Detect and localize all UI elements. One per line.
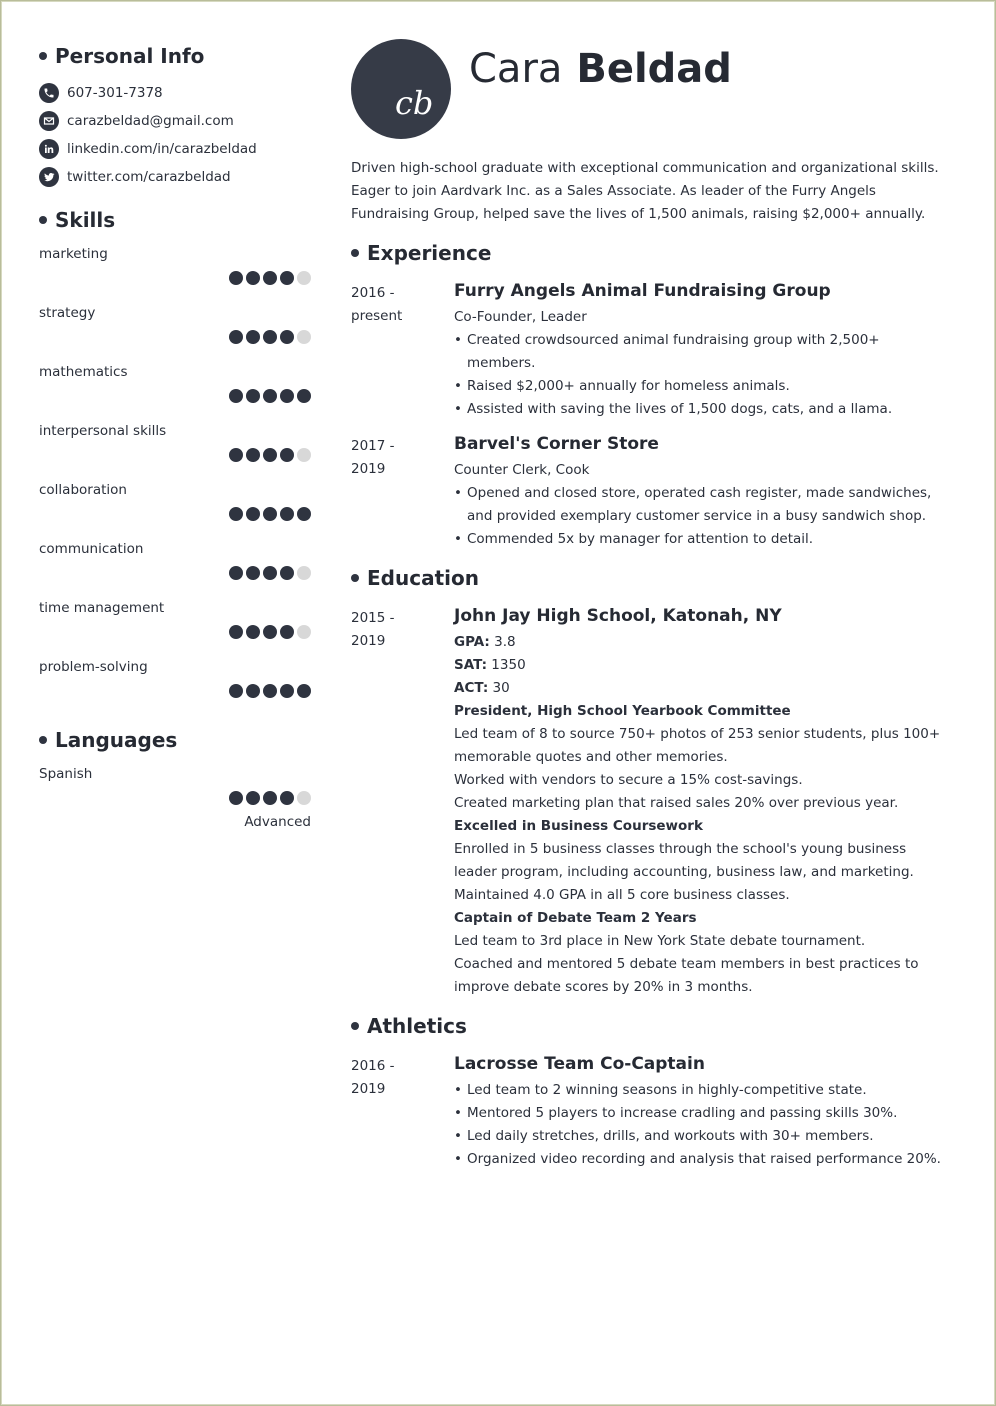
education-line: Led team of 8 to source 750+ photos of 253 senior students, plus 100+ memorable quotes and other memories. bbox=[454, 726, 941, 765]
bullet-item: • Assisted with saving the lives of 1,500 dogs, cats, and a llama. bbox=[454, 398, 949, 421]
rating-dot bbox=[263, 507, 277, 521]
skill-name: collaboration bbox=[39, 482, 127, 498]
athletics-title: Athletics bbox=[367, 1014, 467, 1038]
athletics-heading bbox=[351, 1011, 951, 1041]
rating-dot bbox=[297, 791, 311, 805]
experience-body bbox=[454, 431, 949, 551]
language-rating bbox=[229, 791, 311, 805]
skill-item bbox=[39, 658, 311, 717]
experience-dates bbox=[351, 431, 454, 551]
personal-info-heading bbox=[39, 41, 311, 71]
athletics-entry-title: Lacrosse Team Co-Captain bbox=[454, 1054, 705, 1074]
job-role: Co-Founder, Leader bbox=[454, 309, 587, 325]
gpa-line bbox=[454, 631, 949, 654]
education-group-heading: Excelled in Business Coursework bbox=[454, 818, 703, 834]
rating-dot bbox=[297, 271, 311, 285]
contact-linkedin[interactable] bbox=[39, 135, 311, 163]
rating-dot bbox=[246, 330, 260, 344]
bullet-item: • Organized video recording and analysis that raised performance 20%. bbox=[454, 1148, 949, 1171]
languages-section bbox=[39, 725, 311, 849]
date-end: 2019 bbox=[351, 1081, 386, 1097]
resume-header bbox=[351, 39, 951, 147]
twitter-icon bbox=[39, 167, 59, 187]
experience-list bbox=[351, 278, 951, 551]
rating-dot bbox=[297, 448, 311, 462]
athletics-entry bbox=[351, 1051, 951, 1171]
languages-heading bbox=[39, 725, 311, 755]
twitter-text[interactable]: twitter.com/carazbeldad bbox=[67, 169, 231, 185]
monogram-text: cb bbox=[395, 84, 434, 122]
rating-dot bbox=[246, 271, 260, 285]
skill-name: time management bbox=[39, 600, 165, 616]
skill-name: marketing bbox=[39, 246, 108, 262]
education-line: Enrolled in 5 business classes through the school's young business leader program, including accounting, business law, and marketing. bbox=[454, 841, 914, 880]
education-entry bbox=[351, 603, 951, 999]
rating-dot bbox=[263, 684, 277, 698]
skills-section bbox=[39, 205, 311, 717]
rating-dot bbox=[297, 625, 311, 639]
job-role: Counter Clerk, Cook bbox=[454, 462, 590, 478]
bullet-item: • Mentored 5 players to increase cradling and passing skills 30%. bbox=[454, 1102, 949, 1125]
education-groups bbox=[454, 700, 949, 999]
education-line: Led team to 3rd place in New York State debate tournament. bbox=[454, 933, 866, 949]
skills-title: Skills bbox=[55, 208, 116, 232]
skill-rating bbox=[229, 448, 311, 462]
experience-heading bbox=[351, 238, 951, 268]
candidate-name bbox=[469, 39, 732, 99]
left-column bbox=[39, 41, 311, 849]
languages-title: Languages bbox=[55, 728, 178, 752]
skill-item bbox=[39, 245, 311, 304]
rating-dot bbox=[280, 566, 294, 580]
skill-name: mathematics bbox=[39, 364, 128, 380]
act-line bbox=[454, 677, 949, 700]
experience-title: Experience bbox=[367, 241, 492, 265]
date-start: 2017 - bbox=[351, 438, 395, 454]
skill-item bbox=[39, 599, 311, 658]
date-end: present bbox=[351, 308, 403, 324]
rating-dot bbox=[246, 625, 260, 639]
education-group-heading: Captain of Debate Team 2 Years bbox=[454, 910, 697, 926]
phone-icon bbox=[39, 83, 59, 103]
contact-phone bbox=[39, 79, 311, 107]
gpa-value: 3.8 bbox=[494, 634, 516, 650]
athletics-body bbox=[454, 1051, 949, 1171]
employer-name: Furry Angels Animal Fundraising Group bbox=[454, 281, 831, 301]
rating-dot bbox=[280, 448, 294, 462]
rating-dot bbox=[280, 507, 294, 521]
rating-dot bbox=[246, 507, 260, 521]
heading-bullet bbox=[39, 52, 47, 60]
first-name: Cara bbox=[469, 46, 563, 92]
rating-dot bbox=[297, 330, 311, 344]
rating-dot bbox=[229, 389, 243, 403]
rating-dot bbox=[229, 271, 243, 285]
rating-dot bbox=[280, 389, 294, 403]
education-heading bbox=[351, 563, 951, 593]
bullet-item: • Raised $2,000+ annually for homeless animals. bbox=[454, 375, 949, 398]
rating-dot bbox=[263, 389, 277, 403]
heading-bullet bbox=[39, 736, 47, 744]
rating-dot bbox=[229, 625, 243, 639]
linkedin-icon bbox=[39, 139, 59, 159]
rating-dot bbox=[263, 791, 277, 805]
skill-rating bbox=[229, 566, 311, 580]
rating-dot bbox=[263, 271, 277, 285]
languages-list bbox=[39, 765, 311, 849]
rating-dot bbox=[263, 566, 277, 580]
sat-value: 1350 bbox=[491, 657, 526, 673]
rating-dot bbox=[297, 389, 311, 403]
skill-item bbox=[39, 481, 311, 540]
skill-rating bbox=[229, 507, 311, 521]
skills-list bbox=[39, 245, 311, 717]
contact-list bbox=[39, 79, 311, 191]
bullet-item: • Commended 5x by manager for attention to detail. bbox=[454, 528, 949, 551]
email-text[interactable]: carazbeldad@gmail.com bbox=[67, 113, 234, 129]
language-item bbox=[39, 765, 311, 849]
education-body bbox=[454, 603, 949, 999]
rating-dot bbox=[229, 507, 243, 521]
contact-email[interactable] bbox=[39, 107, 311, 135]
rating-dot bbox=[263, 625, 277, 639]
education-line: Created marketing plan that raised sales 20% over previous year. bbox=[454, 795, 899, 811]
skill-rating bbox=[229, 684, 311, 698]
experience-section bbox=[351, 238, 951, 551]
rating-dot bbox=[229, 791, 243, 805]
skill-rating bbox=[229, 271, 311, 285]
email-icon bbox=[39, 111, 59, 131]
experience-bullets bbox=[454, 329, 949, 421]
phone-text: 607-301-7378 bbox=[67, 85, 163, 101]
rating-dot bbox=[280, 271, 294, 285]
rating-dot bbox=[246, 448, 260, 462]
language-level: Advanced bbox=[244, 814, 311, 830]
employer-name: Barvel's Corner Store bbox=[454, 434, 659, 454]
date-end: 2019 bbox=[351, 461, 386, 477]
experience-body bbox=[454, 278, 949, 421]
heading-bullet bbox=[39, 216, 47, 224]
education-line: Maintained 4.0 GPA in all 5 core business classes. bbox=[454, 887, 790, 903]
date-start: 2015 - bbox=[351, 610, 395, 626]
monogram-avatar bbox=[351, 39, 451, 139]
summary-text: Driven high-school graduate with exceptional communication and organizational skills. Eager to join Aardvark Inc. as a Sales Associate. As leader of the Furry Angels Fundraising Group, helped save the lives of 1,500 animals, raising $2,000+ annually. bbox=[351, 160, 939, 222]
school-name: John Jay High School, Katonah, NY bbox=[454, 606, 782, 626]
date-start: 2016 - bbox=[351, 285, 395, 301]
rating-dot bbox=[246, 791, 260, 805]
skill-item bbox=[39, 304, 311, 363]
sat-label: SAT: bbox=[454, 657, 487, 673]
education-title: Education bbox=[367, 566, 479, 590]
bullet-item: • Led daily stretches, drills, and workouts with 30+ members. bbox=[454, 1125, 949, 1148]
heading-bullet bbox=[351, 249, 359, 257]
last-name: Beldad bbox=[576, 46, 732, 92]
rating-dot bbox=[297, 684, 311, 698]
athletics-section bbox=[351, 1011, 951, 1171]
education-line: Coached and mentored 5 debate team members in best practices to improve debate scores by 20% in 3 months. bbox=[454, 956, 919, 995]
rating-dot bbox=[246, 566, 260, 580]
rating-dot bbox=[229, 448, 243, 462]
rating-dot bbox=[263, 448, 277, 462]
date-start: 2016 - bbox=[351, 1058, 395, 1074]
skill-name: communication bbox=[39, 541, 144, 557]
heading-bullet bbox=[351, 1022, 359, 1030]
bullet-item: • Led team to 2 winning seasons in highly-competitive state. bbox=[454, 1079, 949, 1102]
experience-dates bbox=[351, 278, 454, 421]
experience-entry bbox=[351, 431, 951, 551]
rating-dot bbox=[280, 684, 294, 698]
rating-dot bbox=[229, 684, 243, 698]
skill-name: interpersonal skills bbox=[39, 423, 167, 439]
skill-name: strategy bbox=[39, 305, 96, 321]
language-name: Spanish bbox=[39, 766, 93, 782]
skill-item bbox=[39, 422, 311, 481]
skills-heading bbox=[39, 205, 311, 235]
bullet-item: • Opened and closed store, operated cash register, made sandwiches, and provided exemplary customer service in a busy sandwich shop. bbox=[454, 482, 949, 528]
rating-dot bbox=[280, 330, 294, 344]
act-value: 30 bbox=[492, 680, 510, 696]
linkedin-text[interactable]: linkedin.com/in/carazbeldad bbox=[67, 141, 257, 157]
experience-entry bbox=[351, 278, 951, 421]
experience-bullets bbox=[454, 482, 949, 551]
skill-rating bbox=[229, 330, 311, 344]
rating-dot bbox=[263, 330, 277, 344]
gpa-label: GPA: bbox=[454, 634, 490, 650]
sat-line bbox=[454, 654, 949, 677]
skill-rating bbox=[229, 389, 311, 403]
rating-dot bbox=[229, 330, 243, 344]
date-end: 2019 bbox=[351, 633, 386, 649]
skill-name: problem-solving bbox=[39, 659, 148, 675]
right-column bbox=[351, 39, 951, 1181]
skill-item bbox=[39, 363, 311, 422]
act-label: ACT: bbox=[454, 680, 489, 696]
bullet-item: • Created crowdsourced animal fundraising group with 2,500+ members. bbox=[454, 329, 949, 375]
rating-dot bbox=[246, 684, 260, 698]
education-section bbox=[351, 563, 951, 999]
rating-dot bbox=[229, 566, 243, 580]
rating-dot bbox=[280, 791, 294, 805]
rating-dot bbox=[297, 507, 311, 521]
rating-dot bbox=[280, 625, 294, 639]
athletics-bullets bbox=[454, 1079, 949, 1171]
rating-dot bbox=[246, 389, 260, 403]
heading-bullet bbox=[351, 574, 359, 582]
education-line: Worked with vendors to secure a 15% cost-savings. bbox=[454, 772, 803, 788]
education-group-heading: President, High School Yearbook Committee bbox=[454, 703, 791, 719]
rating-dot bbox=[297, 566, 311, 580]
skill-rating bbox=[229, 625, 311, 639]
education-dates bbox=[351, 603, 454, 999]
skill-item bbox=[39, 540, 311, 599]
contact-twitter[interactable] bbox=[39, 163, 311, 191]
athletics-dates bbox=[351, 1051, 454, 1171]
personal-info-title: Personal Info bbox=[55, 44, 205, 68]
